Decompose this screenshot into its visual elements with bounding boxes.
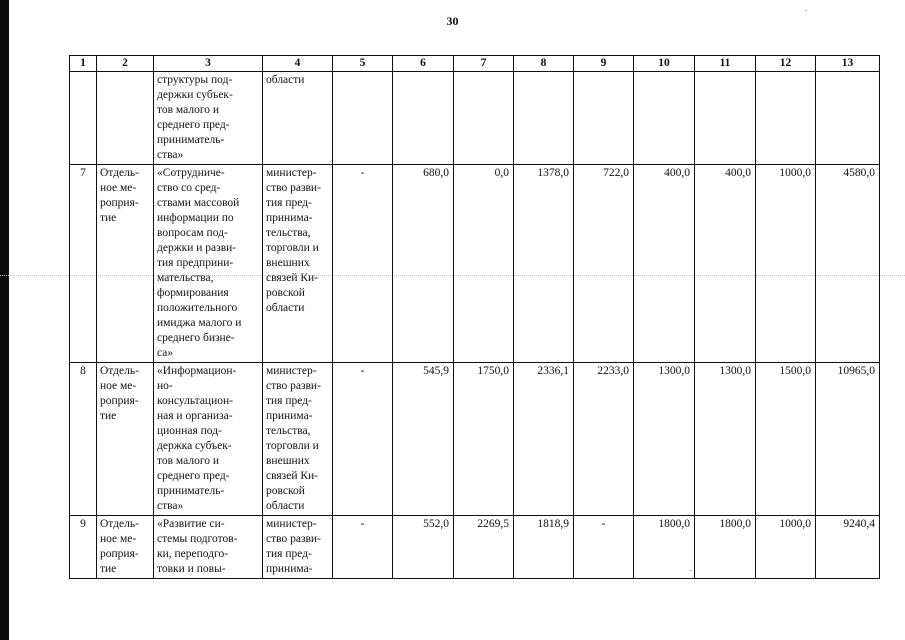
value-cell bbox=[695, 72, 756, 165]
executor: министер- ство разви- тия пред- принима- тельства, торговли и внешних связей Ки- ровской области bbox=[263, 165, 333, 363]
value-cell: 722,0 bbox=[574, 165, 634, 363]
value-cell: 9240,4 bbox=[816, 516, 880, 579]
value-cell: 400,0 bbox=[695, 165, 756, 363]
row-number: 9 bbox=[70, 516, 97, 579]
value-cell: 1000,0 bbox=[756, 516, 816, 579]
value-cell: 4580,0 bbox=[816, 165, 880, 363]
column-header: 7 bbox=[454, 56, 514, 72]
executor: области bbox=[263, 72, 333, 165]
value-cell: 1800,0 bbox=[695, 516, 756, 579]
column-header: 11 bbox=[695, 56, 756, 72]
column-header: 9 bbox=[574, 56, 634, 72]
value-cell: - bbox=[333, 363, 393, 516]
event-type: Отдель- ное ме- роприя- тие bbox=[97, 165, 154, 363]
executor: министер- ство разви- тия пред- принима- тельства, торговли и внешних связей Ки- ровской области bbox=[263, 363, 333, 516]
column-header: 8 bbox=[514, 56, 574, 72]
value-cell: 400,0 bbox=[634, 165, 695, 363]
value-cell: 2336,1 bbox=[514, 363, 574, 516]
column-header: 2 bbox=[97, 56, 154, 72]
column-header: 10 bbox=[634, 56, 695, 72]
value-cell: 1750,0 bbox=[454, 363, 514, 516]
budget-table bbox=[69, 55, 880, 579]
value-cell: 1000,0 bbox=[756, 165, 816, 363]
table-row bbox=[70, 72, 880, 165]
value-cell bbox=[333, 72, 393, 165]
scan-edge-bar bbox=[0, 0, 9, 640]
event-type: Отдель- ное ме- роприя- тие bbox=[97, 516, 154, 579]
scan-speck bbox=[805, 10, 807, 11]
value-cell bbox=[393, 72, 454, 165]
value-cell: 680,0 bbox=[393, 165, 454, 363]
column-header: 6 bbox=[393, 56, 454, 72]
value-cell: - bbox=[574, 516, 634, 579]
event-name: «Развитие си- стемы подготов- ки, переподго- товки и повы- bbox=[154, 516, 263, 579]
value-cell: - bbox=[333, 516, 393, 579]
value-cell: - bbox=[333, 165, 393, 363]
table-header-row bbox=[70, 56, 880, 72]
column-header: 4 bbox=[263, 56, 333, 72]
value-cell: 1800,0 bbox=[634, 516, 695, 579]
value-cell: 1818,9 bbox=[514, 516, 574, 579]
value-cell bbox=[514, 72, 574, 165]
value-cell: 1500,0 bbox=[756, 363, 816, 516]
event-name: «Сотрудниче- ство со сред- ствами массовой информации по вопросам под- держки и разви- тия предприни- мательства, формирования положительного имиджа малого и среднего бизне- са» bbox=[154, 165, 263, 363]
event-type: Отдель- ное ме- роприя- тие bbox=[97, 363, 154, 516]
event-type bbox=[97, 72, 154, 165]
value-cell bbox=[816, 72, 880, 165]
table-row bbox=[70, 516, 880, 579]
value-cell: 0,0 bbox=[454, 165, 514, 363]
value-cell: 2233,0 bbox=[574, 363, 634, 516]
column-header: 12 bbox=[756, 56, 816, 72]
value-cell: 1300,0 bbox=[634, 363, 695, 516]
column-header: 3 bbox=[154, 56, 263, 72]
value-cell: 552,0 bbox=[393, 516, 454, 579]
value-cell bbox=[454, 72, 514, 165]
column-header: 13 bbox=[816, 56, 880, 72]
column-header: 5 bbox=[333, 56, 393, 72]
value-cell bbox=[756, 72, 816, 165]
row-number bbox=[70, 72, 97, 165]
value-cell: 10965,0 bbox=[816, 363, 880, 516]
value-cell: 2269,5 bbox=[454, 516, 514, 579]
row-number: 7 bbox=[70, 165, 97, 363]
value-cell bbox=[574, 72, 634, 165]
value-cell bbox=[634, 72, 695, 165]
page-number: 30 bbox=[446, 14, 459, 28]
value-cell: 1378,0 bbox=[514, 165, 574, 363]
value-cell: 545,9 bbox=[393, 363, 454, 516]
row-number: 8 bbox=[70, 363, 97, 516]
executor: министер- ство разви- тия пред- принима- bbox=[263, 516, 333, 579]
value-cell: 1300,0 bbox=[695, 363, 756, 516]
table-row bbox=[70, 165, 880, 363]
column-header: 1 bbox=[70, 56, 97, 72]
event-name: «Информацион- но- консультацион- ная и организа- ционная под- держка субъек- тов малого и среднего пред- приниматель- ства» bbox=[154, 363, 263, 516]
event-name: структуры под- держки субъек- тов малого и среднего пред- приниматель- ства» bbox=[154, 72, 263, 165]
table-row bbox=[70, 363, 880, 516]
